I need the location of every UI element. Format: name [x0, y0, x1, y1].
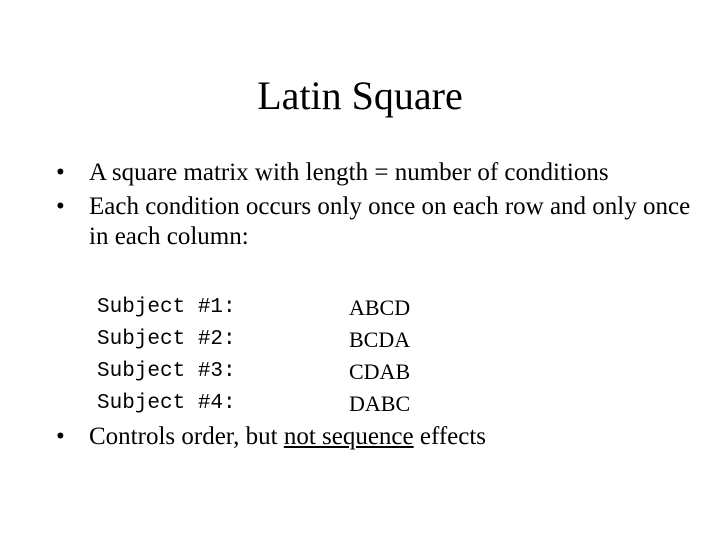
- bullet-text: Each condition occurs only once on each row and only once in each column:: [89, 193, 691, 250]
- condition-sequence: CDAB: [349, 359, 411, 384]
- bullet-dot-icon: •: [56, 423, 65, 450]
- table-row: [97, 324, 411, 356]
- bullet-text-before: Controls order, but: [89, 423, 284, 450]
- condition-sequence: BCDA: [349, 327, 411, 352]
- condition-sequence: ABCD: [349, 295, 411, 320]
- bullet-dot-icon: •: [56, 193, 65, 220]
- subject-label: Subject #1:: [97, 296, 236, 319]
- bullet-item: [56, 192, 696, 252]
- latin-square-table: [97, 292, 411, 420]
- table-row: [97, 388, 411, 420]
- slide-title: Latin Square: [257, 73, 463, 118]
- bullet-text-after: effects: [413, 423, 487, 450]
- table-row: [97, 292, 411, 324]
- bullet-text: A square matrix with length = number of conditions: [89, 159, 609, 186]
- subject-label: Subject #4:: [97, 392, 236, 415]
- condition-sequence: DABC: [349, 391, 411, 416]
- bullet-list: [56, 158, 696, 256]
- underlined-phrase: not sequence: [283, 423, 414, 450]
- subject-label: Subject #2:: [97, 328, 236, 351]
- bullet-item: [56, 158, 696, 188]
- bullet-item-last: [56, 422, 720, 452]
- table-row: [97, 356, 411, 388]
- subject-label: Subject #3:: [97, 360, 236, 383]
- bullet-dot-icon: •: [56, 159, 65, 186]
